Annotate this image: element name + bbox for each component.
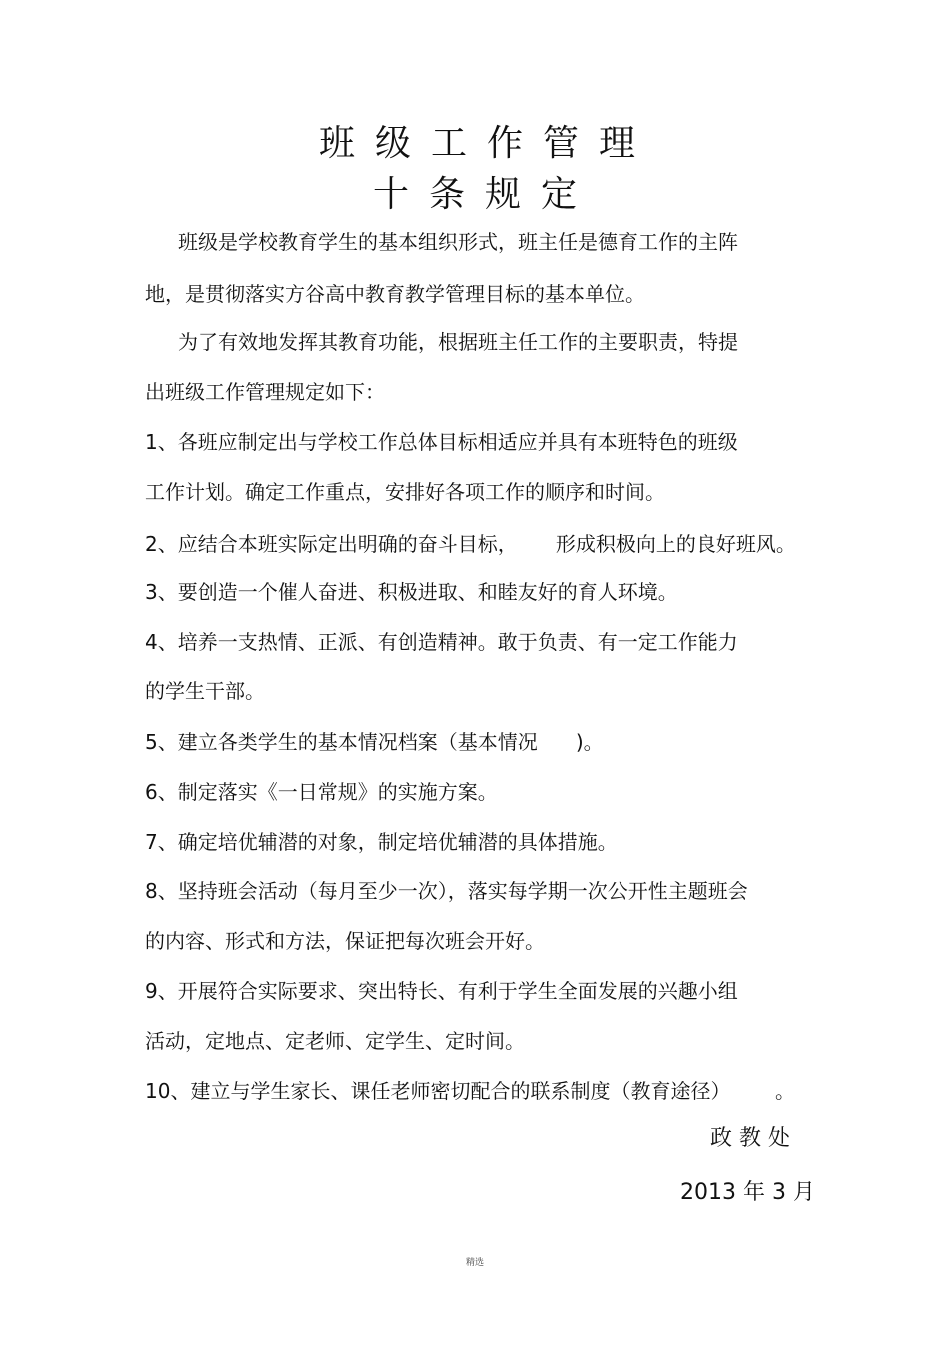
rule-item-line: 6、制定落实《一日常规》的实施方案。 <box>145 780 498 804</box>
page-footer-label: 精选 <box>465 1258 484 1268</box>
rule-item-line: 活动，定地点、定老师、定学生、定时间。 <box>145 1029 525 1053</box>
intro-paragraph-line: 出班级工作管理规定如下： <box>145 380 385 404</box>
rule-item-line: 5、建立各类学生的基本情况档案（基本情况 )。 <box>145 730 604 754</box>
intro-paragraph-line: 为了有效地发挥其教育功能，根据班主任工作的主要职责，特提 <box>178 330 738 354</box>
rule-item-line: 的内容、形式和方法，保证把每次班会开好。 <box>145 929 545 953</box>
intro-paragraph-line: 班级是学校教育学生的基本组织形式，班主任是德育工作的主阵 <box>178 230 738 254</box>
signature-date: 2013 年 3 月 <box>680 1180 815 1205</box>
rule-item-line: 9、开展符合实际要求、突出特长、有利于学生全面发展的兴趣小组 <box>145 979 738 1003</box>
document-title-line2: 十条规定 <box>372 174 597 215</box>
rule-item-line: 8、坚持班会活动（每月至少一次），落实每学期一次公开性主题班会 <box>145 879 748 903</box>
rule-item-line: 的学生干部。 <box>145 679 265 703</box>
rule-item-line: 4、培养一支热情、正派、有创造精神。敢于负责、有一定工作能力 <box>145 630 738 654</box>
rule-item-line: 10、建立与学生家长、课任老师密切配合的联系制度（教育途径） 。 <box>145 1079 795 1103</box>
rule-item-line: 1、各班应制定出与学校工作总体目标相适应并具有本班特色的班级 <box>145 430 738 454</box>
rule-item-line: 2、应结合本班实际定出明确的奋斗目标， 形成积极向上的良好班风。 <box>145 532 796 556</box>
signature-department: 政 教 处 <box>710 1126 790 1151</box>
rule-item-line: 3、要创造一个催人奋进、积极进取、和睦友好的育人环境。 <box>145 580 678 604</box>
document-title-line1: 班级工作管理 <box>318 123 655 164</box>
intro-paragraph-line: 地，是贯彻落实方谷高中教育教学管理目标的基本单位。 <box>145 282 645 306</box>
rule-item-line: 7、确定培优辅潜的对象，制定培优辅潜的具体措施。 <box>145 830 618 854</box>
rule-item-line: 工作计划。确定工作重点，安排好各项工作的顺序和时间。 <box>145 480 665 504</box>
